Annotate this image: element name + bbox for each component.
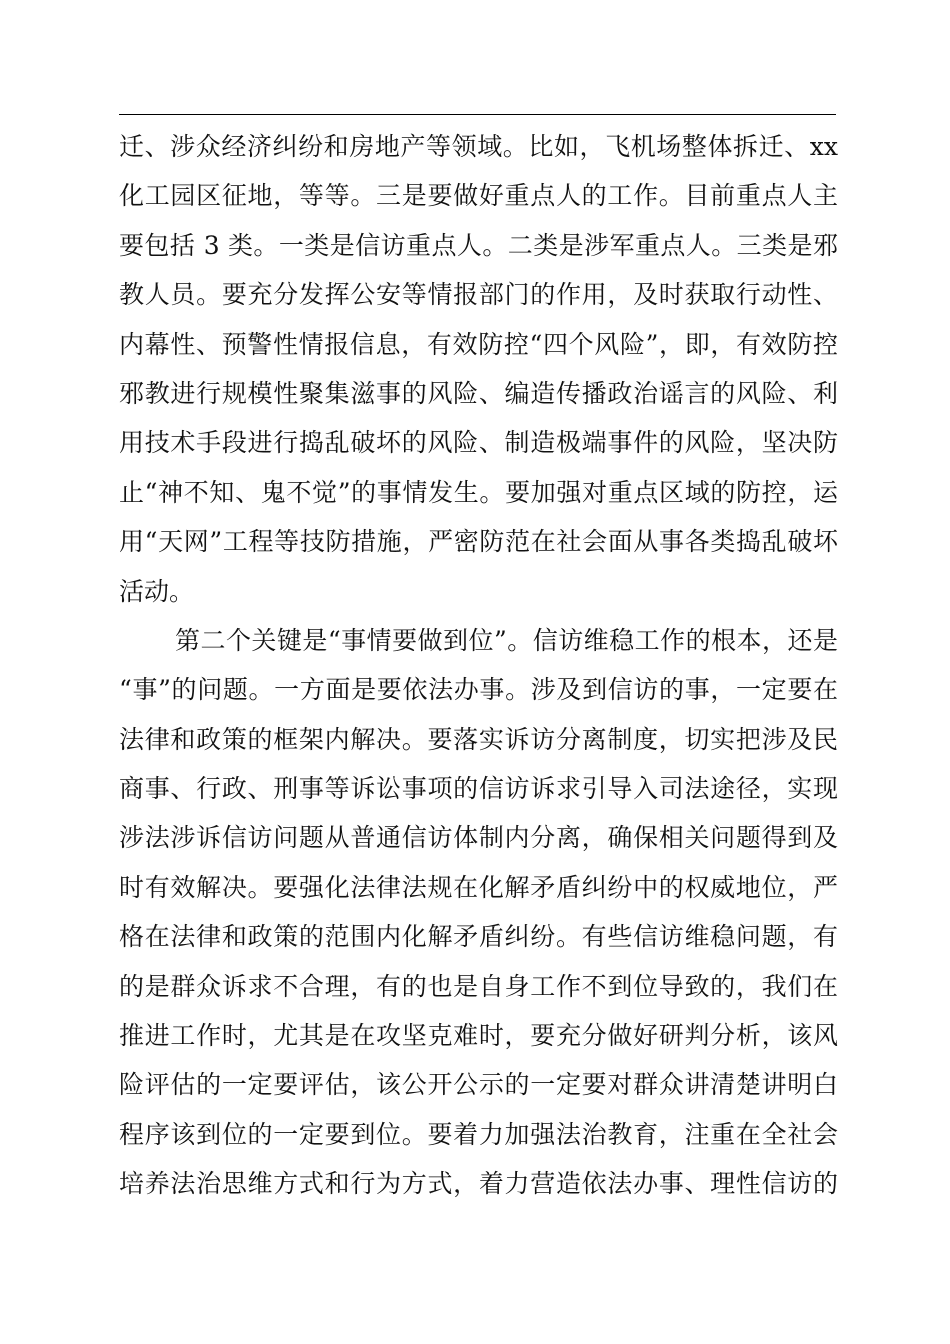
body-text [119,122,838,1209]
text-line: 程序该到位的一定要到位。要着力加强法治教育，注重在全社会 [119,1119,838,1149]
text-line: 商事、行政、刑事等诉讼事项的信访诉求引导入司法途径，实现 [119,774,838,804]
paragraph-start-line: 第二个关键是“事情要做到位”。信访维稳工作的根本，还是 [175,625,838,655]
text-line: 化工园区征地，等等。三是要做好重点人的工作。目前重点人主 [119,181,838,211]
text-line: 用“天网”工程等技防措施，严密防范在社会面从事各类捣乱破坏 [119,527,838,557]
text-line: “事”的问题。一方面是要依法办事。涉及到信访的事，一定要在 [119,675,838,705]
text-line: 止“神不知、鬼不觉”的事情发生。要加强对重点区域的防控，运 [119,477,838,507]
text-line: 教人员。要充分发挥公安等情报部门的作用，及时获取行动性、 [119,280,838,310]
text-line: 格在法律和政策的范围内化解矛盾纠纷。有些信访维稳问题，有 [119,922,838,952]
text-line: 活动。 [119,576,195,606]
text-line: 迁、涉众经济纠纷和房地产等领域。比如，飞机场整体拆迁、xx [119,132,838,161]
text-line: 涉法涉诉信访问题从普通信访体制内分离，确保相关问题得到及 [119,823,838,853]
text-line: 推进工作时，尤其是在攻坚克难时，要充分做好研判分析，该风 [119,1021,838,1051]
text-line: 用技术手段进行捣乱破坏的风险、制造极端事件的风险，坚决防 [119,428,838,458]
text-line: 时有效解决。要强化法律法规在化解矛盾纠纷中的权威地位，严 [119,872,838,902]
text-line: 法律和政策的框架内解决。要落实诉访分离制度，切实把涉及民 [119,724,838,754]
text-line: 的是群众诉求不合理，有的也是自身工作不到位导致的，我们在 [119,971,838,1001]
text-line: 内幕性、预警性情报信息，有效防控“四个风险”，即，有效防控 [119,329,838,359]
header-rule [119,114,836,115]
text-line: 要包括 3 类。一类是信访重点人。二类是涉军重点人。三类是邪 [119,230,838,260]
text-line: 邪教进行规模性聚集滋事的风险、编造传播政治谣言的风险、利 [119,378,838,408]
text-line: 险评估的一定要评估，该公开公示的一定要对群众讲清楚讲明白 [119,1070,838,1100]
text-line: 培养法治思维方式和行为方式，着力营造依法办事、理性信访的 [119,1169,838,1199]
